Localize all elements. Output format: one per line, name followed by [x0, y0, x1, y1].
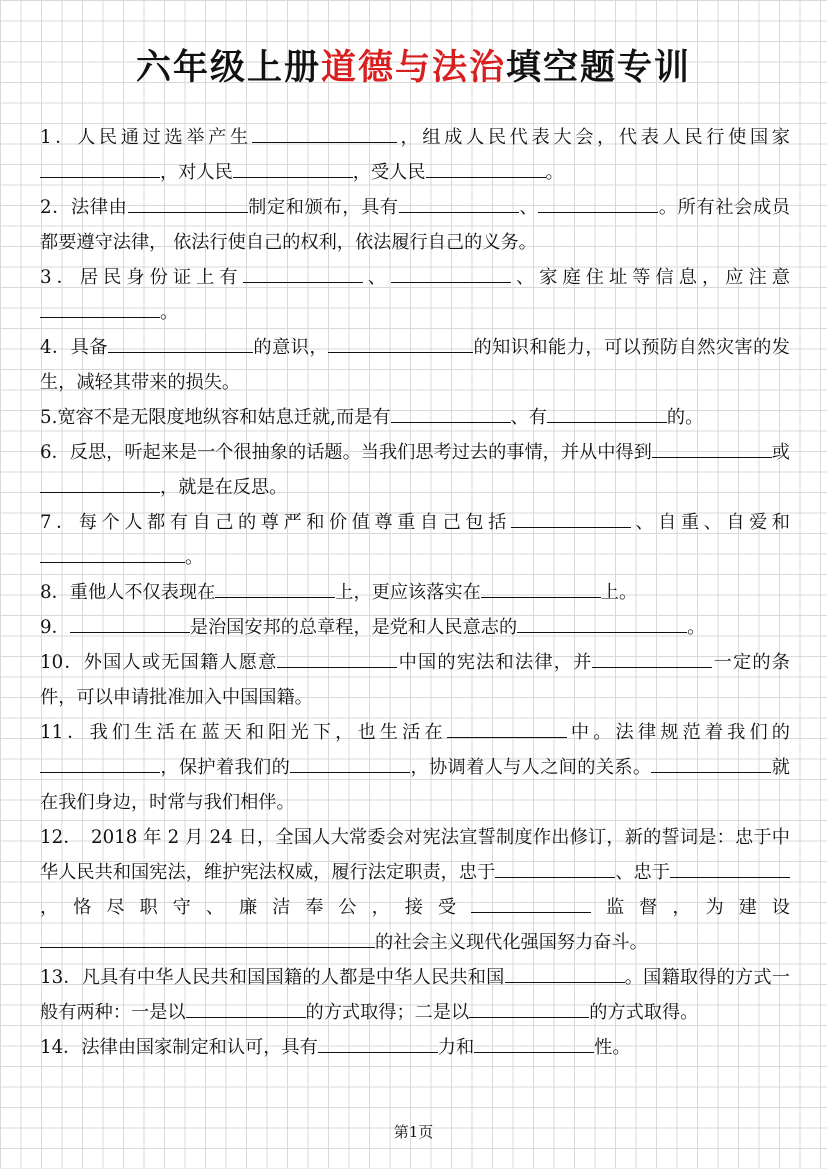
- q10-blank-2[interactable]: [592, 649, 712, 668]
- q9-text-b: 是治国安邦的总章程，是党和人民意志的: [189, 617, 518, 638]
- q10-text-b: 中国的宪法和法律，并: [397, 652, 593, 673]
- q10-text-c: 一定的条件，可以申请批准加入中国国籍。: [40, 652, 790, 708]
- q8-text-a: 8．重他人不仅表现在: [40, 582, 216, 603]
- q11-text-e: 就在我们身边，时常与我们相伴。: [40, 757, 790, 813]
- q2-text-b: 制定和颁布，具有: [247, 197, 399, 218]
- q13-text-c: 的方式取得；二是以: [305, 1002, 470, 1023]
- q5-blank-1[interactable]: [391, 404, 511, 423]
- q1-blank-3[interactable]: [233, 159, 353, 178]
- q3-blank-3[interactable]: [40, 299, 160, 318]
- question-3: [40, 260, 790, 330]
- q2-blank-1[interactable]: [128, 194, 248, 213]
- q4-blank-2[interactable]: [328, 334, 473, 353]
- q3-text-c: 、家庭住址等信息，应注意: [510, 267, 790, 288]
- q11-blank-2[interactable]: [40, 754, 160, 773]
- question-12: [40, 820, 790, 960]
- q2-blank-2[interactable]: [399, 194, 519, 213]
- q3-text-a: 3．居民身份证上有: [40, 267, 243, 288]
- q1-text-c: ，对人民: [160, 162, 233, 183]
- q13-text-a: 13．凡具有中华人民共和国国籍的人都是中华人民共和国: [40, 967, 505, 988]
- q14-blank-2[interactable]: [474, 1034, 594, 1053]
- q1-text-d: ，受人民: [352, 162, 426, 183]
- q5-text-b: 、有: [510, 407, 547, 428]
- question-list: [40, 120, 790, 1065]
- q8-blank-2[interactable]: [481, 579, 601, 598]
- q4-text-b: 的意识，: [252, 337, 329, 358]
- q6-text-b: 或: [771, 442, 790, 463]
- q7-blank-1[interactable]: [511, 509, 631, 528]
- q4-text-a: 4．具备: [40, 337, 108, 358]
- question-10: [40, 645, 790, 715]
- q3-blank-2[interactable]: [391, 264, 511, 283]
- q13-blank-3[interactable]: [469, 999, 589, 1018]
- q8-text-b: 上，更应该落实在: [335, 582, 481, 603]
- title-highlight: 道德与法治: [320, 48, 506, 88]
- q7-text-b: 、自重、自爱和: [630, 512, 790, 533]
- q11-text-a: 11．我们生活在蓝天和阳光下，也生活在: [40, 722, 447, 743]
- q2-blank-3[interactable]: [538, 194, 658, 213]
- q12-text-d: 监督，为建设: [591, 897, 790, 918]
- q12-text-a: 12． 2018 年 2 月 24 日，全国人大常委会对宪法宣誓制度作出修订，新的誓词是：忠于中华人民共和国宪法，维护宪法权威，履行法定职责，忠于: [40, 827, 790, 883]
- question-6: [40, 435, 790, 505]
- q3-blank-1[interactable]: [243, 264, 363, 283]
- q12-text-b: 、忠于: [615, 862, 670, 883]
- q11-text-c: ，保护着我们的: [160, 757, 291, 778]
- question-9: [40, 610, 790, 645]
- q12-blank-3[interactable]: [471, 894, 591, 913]
- q13-blank-1[interactable]: [505, 964, 625, 983]
- q9-text-c: 。: [687, 617, 706, 638]
- q13-text-d: 的方式取得。: [589, 1002, 699, 1023]
- question-5: [40, 400, 790, 435]
- q13-blank-2[interactable]: [186, 999, 306, 1018]
- q1-text-a: 1．人民通过选举产生: [40, 127, 252, 148]
- q1-blank-1[interactable]: [252, 124, 397, 143]
- q8-blank-1[interactable]: [215, 579, 335, 598]
- q12-blank-1[interactable]: [495, 859, 615, 878]
- q2-text-d: 。所有社会成员都要遵守法律， 依法行使自己的权利，依法履行自己的义务。: [40, 197, 790, 253]
- page-title: [0, 44, 827, 92]
- q1-text-b: ，组成人民代表大会，代表人民行使国家: [396, 127, 790, 148]
- title-part1: 六年级上册: [135, 48, 321, 88]
- question-4: [40, 330, 790, 400]
- q12-text-e: 的社会主义现代化强国努力奋斗。: [375, 932, 648, 953]
- q3-text-b: 、: [362, 267, 391, 288]
- q5-text-c: 的。: [666, 407, 704, 428]
- question-13: [40, 960, 790, 1030]
- question-14: [40, 1030, 790, 1065]
- question-7: [40, 505, 790, 575]
- q9-blank-2[interactable]: [517, 614, 687, 633]
- q8-text-c: 上。: [600, 582, 638, 603]
- q6-blank-2[interactable]: [40, 474, 160, 493]
- q13-text-b: 。国籍取得的方式一般有两种：一是以: [40, 967, 790, 1023]
- q6-text-a: 6．反思，听起来是一个很抽象的话题。当我们思考过去的事情，并从中得到: [40, 442, 652, 463]
- q6-text-c: ，就是在反思。: [160, 477, 288, 498]
- q14-text-a: 14．法律由国家制定和认可，具有: [40, 1037, 318, 1058]
- q2-text-a: 2．法律由: [40, 197, 128, 218]
- q9-blank-1[interactable]: [70, 614, 190, 633]
- q11-blank-4[interactable]: [651, 754, 771, 773]
- q12-text-c: ，恪尽职守、廉洁奉公，接受: [40, 897, 472, 918]
- q4-text-c: 的知识和能力，可以预防自然灾害的发生，减轻其带来的损失。: [40, 337, 790, 393]
- q14-text-c: 性。: [594, 1037, 631, 1058]
- q1-text-e: 。: [545, 162, 564, 183]
- q7-text-c: 。: [185, 547, 204, 568]
- q2-text-c: 、: [518, 197, 539, 218]
- q12-blank-2[interactable]: [670, 859, 790, 878]
- q4-blank-1[interactable]: [108, 334, 253, 353]
- q11-text-b: 中。法律规范着我们的: [566, 722, 790, 743]
- question-8: [40, 575, 790, 610]
- q11-blank-1[interactable]: [447, 719, 567, 738]
- q5-blank-2[interactable]: [547, 404, 667, 423]
- question-11: [40, 715, 790, 820]
- q9-text-a: 9．: [40, 617, 70, 638]
- q14-blank-1[interactable]: [318, 1034, 438, 1053]
- q10-text-a: 10．外国人或无国籍人愿意: [40, 652, 278, 673]
- q3-text-d: 。: [160, 302, 179, 323]
- q11-text-d: ，协调着人与人之间的关系。: [410, 757, 652, 778]
- q10-blank-1[interactable]: [277, 649, 397, 668]
- q1-blank-4[interactable]: [426, 159, 546, 178]
- q14-text-b: 力和: [437, 1037, 475, 1058]
- q12-blank-4[interactable]: [40, 929, 375, 948]
- q1-blank-2[interactable]: [40, 159, 160, 178]
- question-2: [40, 190, 790, 260]
- q6-blank-1[interactable]: [652, 439, 772, 458]
- question-1: [40, 120, 790, 190]
- q7-blank-2[interactable]: [40, 544, 185, 563]
- title-part2: 填空题专训: [506, 48, 692, 88]
- q7-text-a: 7．每个人都有自己的尊严和价值尊重自己包括: [40, 512, 511, 533]
- q11-blank-3[interactable]: [290, 754, 410, 773]
- page-number: 第1页: [393, 1123, 434, 1141]
- q5-text-a: 5.宽容不是无限度地纵容和姑息迁就,而是有: [40, 407, 391, 428]
